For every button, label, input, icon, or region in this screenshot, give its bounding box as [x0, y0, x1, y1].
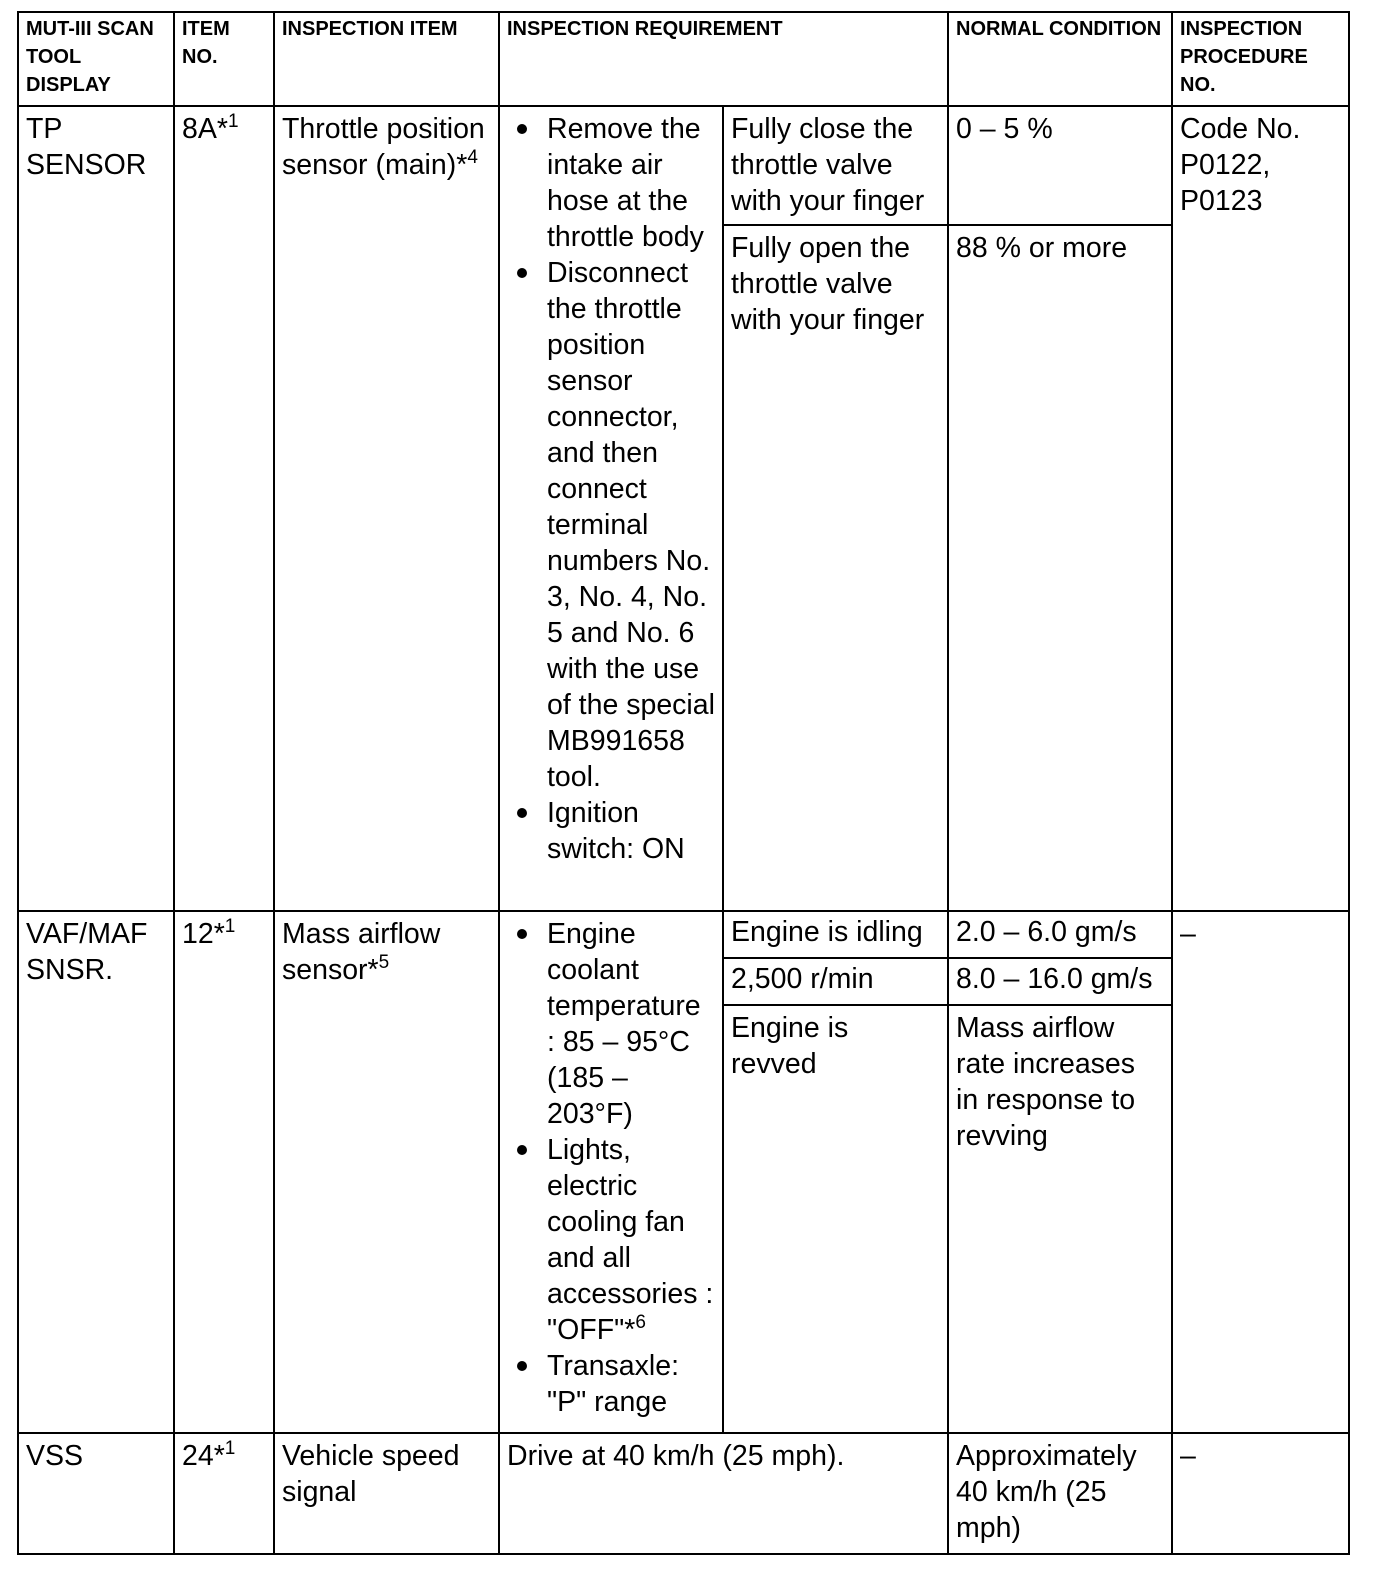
header-item-no: ITEM NO. [174, 12, 274, 106]
header-normal-condition: NORMAL CONDITION [948, 12, 1172, 106]
requirement-bullet: Remove the intake air hose at the throttle body [507, 111, 716, 255]
condition-requirement: Engine is revved [723, 1005, 948, 1433]
normal-condition: Approximately 40 km/h (25 mph) [948, 1433, 1172, 1554]
condition-requirement: Fully close the throttle valve with your finger [723, 106, 948, 225]
table-row [18, 106, 1349, 225]
requirement-list-cell [499, 106, 723, 911]
condition-requirement: 2,500 r/min [723, 958, 948, 1005]
procedure-cell: – [1172, 911, 1349, 1433]
item-no-cell: 8A*$^1$ [174, 106, 274, 911]
inspection-item-cell: Throttle position sensor (main)*$^4$ [274, 106, 499, 911]
normal-condition: 88 % or more [948, 225, 1172, 911]
requirement-list-cell [499, 911, 723, 1433]
header-procedure: INSPECTION PROCEDURE NO. [1172, 12, 1349, 106]
inspection-item-cell: Mass airflow sensor*$^5$ [274, 911, 499, 1433]
header-row [18, 12, 1349, 106]
requirement-bullet: Lights, electric cooling fan and all accessories : "OFF"*$^6$ [507, 1132, 716, 1348]
requirement-bullet: Disconnect the throttle position sensor connector, and then connect terminal numbers No. 3, No. 4, No. 5 and No. 6 with the use of the special MB991658 tool. [507, 255, 716, 795]
procedure-cell: Code No. P0122, P0123 [1172, 106, 1349, 911]
requirement-cell: Drive at 40 km/h (25 mph). [499, 1433, 948, 1554]
table-row [18, 911, 1349, 958]
condition-requirement: Engine is idling [723, 911, 948, 958]
normal-condition: 8.0 – 16.0 gm/s [948, 958, 1172, 1005]
display-cell: TP SENSOR [18, 106, 174, 911]
requirement-bullet: Transaxle: "P" range [507, 1348, 716, 1420]
normal-condition: Mass airflow rate increases in response to revving [948, 1005, 1172, 1433]
condition-requirement: Fully open the throttle valve with your finger [723, 225, 948, 911]
table-row [18, 1433, 1349, 1554]
inspection-table [17, 11, 1350, 1555]
procedure-cell: – [1172, 1433, 1349, 1554]
requirement-bullet: Engine coolant temperature : 85 – 95°C (185 – 203°F) [507, 916, 716, 1132]
item-no-cell: 12*$^1$ [174, 911, 274, 1433]
item-no-cell: 24*$^1$ [174, 1433, 274, 1554]
header-inspection-item: INSPECTION ITEM [274, 12, 499, 106]
header-requirement: INSPECTION REQUIREMENT [499, 12, 948, 106]
display-cell: VSS [18, 1433, 174, 1554]
display-cell: VAF/MAF SNSR. [18, 911, 174, 1433]
normal-condition: 2.0 – 6.0 gm/s [948, 911, 1172, 958]
header-display: MUT-III SCAN TOOL DISPLAY [18, 12, 174, 106]
requirement-bullet: Ignition switch: ON [507, 795, 716, 867]
normal-condition: 0 – 5 % [948, 106, 1172, 225]
inspection-item-cell: Vehicle speed signal [274, 1433, 499, 1554]
